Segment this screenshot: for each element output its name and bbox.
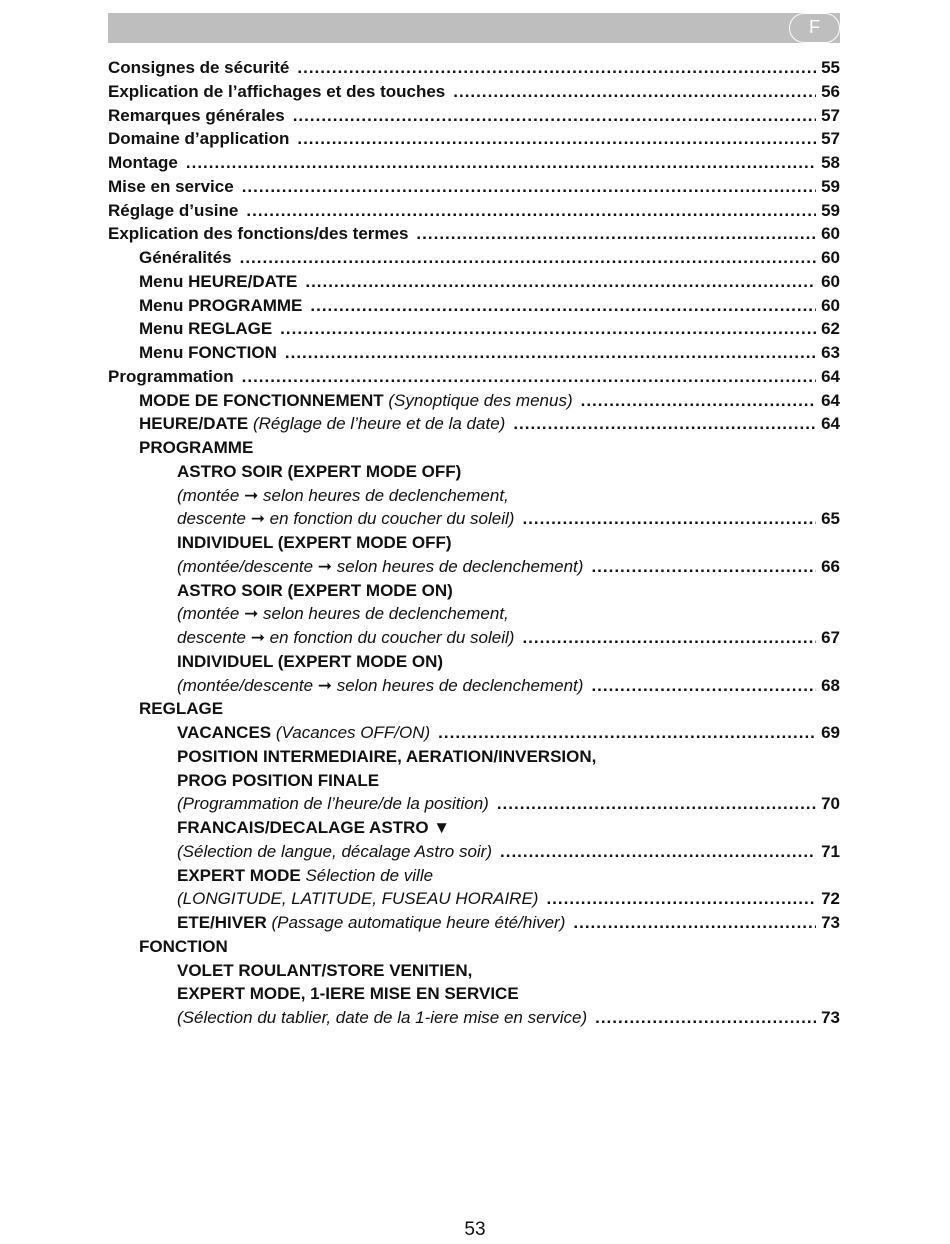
toc-entry-title: Menu PROGRAMME (139, 295, 303, 315)
dot-leader (453, 81, 816, 103)
toc-page-number: 62 (821, 319, 840, 339)
toc-entry-text (177, 722, 430, 744)
dot-leader (280, 318, 816, 340)
toc-entry-text (108, 105, 285, 127)
toc-entry-text (108, 176, 234, 198)
dot-leader (573, 912, 816, 934)
dot-leader (546, 888, 816, 910)
toc-entry-title: Montage (108, 153, 178, 172)
toc-entry (177, 627, 840, 649)
toc-entry-text (108, 366, 234, 388)
toc-entry-text (139, 342, 277, 364)
toc-entry-title: INDIVIDUEL (EXPERT MODE ON) (177, 651, 444, 671)
toc-entry (177, 865, 433, 887)
toc-entry-title: Domaine d’application (108, 129, 290, 149)
dot-leader (242, 366, 816, 388)
toc-entry (108, 366, 840, 388)
toc-page-number: 64 (821, 390, 840, 410)
toc-entry (108, 200, 840, 222)
dot-leader (293, 105, 816, 127)
language-tab: F (789, 13, 840, 43)
toc-page-number: 60 (821, 224, 840, 244)
toc-entry-text (177, 912, 565, 934)
toc-entry-note: (Vacances OFF/ON) (271, 723, 431, 742)
dot-leader (595, 1007, 816, 1029)
toc-entry-text (177, 1007, 587, 1029)
toc-entry-text (139, 413, 505, 435)
toc-page-number: 64 (821, 366, 840, 386)
toc-entry-note: (montée/descente ➞ selon heures de declenchement) (177, 675, 584, 695)
toc-entry-note: (montée/descente ➞ selon heures de declenchement) (177, 556, 584, 576)
toc-entry-note: (montée ➞ selon heures de declenchement, (177, 604, 509, 624)
toc-entry (177, 675, 840, 697)
toc-page-number: 63 (821, 343, 840, 362)
toc-entry-title: HEURE/DATE (139, 414, 249, 434)
toc-page-number: 60 (821, 295, 840, 315)
toc-entry (139, 698, 223, 720)
dot-leader (591, 675, 816, 697)
toc-page-number: 55 (821, 58, 840, 77)
toc-entry-note: (Programmation de l’heure/de la position) (177, 794, 489, 814)
toc-entry (139, 247, 840, 269)
toc-page-number: 59 (821, 176, 840, 196)
dot-leader (513, 413, 816, 435)
toc-entry (177, 746, 596, 768)
toc-entry-title: Menu FONCTION (139, 343, 277, 362)
toc-entry-title: Menu HEURE/DATE (139, 271, 298, 291)
toc-page-number: 70 (821, 794, 840, 814)
toc-entry (108, 176, 840, 198)
toc-entry-text (177, 508, 514, 530)
dot-leader (310, 295, 816, 317)
toc-entry-text (108, 128, 289, 150)
toc-page-number: 58 (821, 153, 840, 172)
toc-entry-text (139, 437, 253, 459)
toc-entry (177, 532, 452, 554)
toc-entry (108, 152, 840, 174)
toc-entry-title: PROG POSITION FINALE (177, 770, 380, 790)
toc-entry-title: INDIVIDUEL (EXPERT MODE OFF) (177, 533, 452, 552)
toc-entry-note: (Réglage de l’heure et de la date) (248, 414, 506, 434)
toc-entry-text (177, 603, 509, 625)
toc-entry-text (177, 675, 583, 697)
toc-entry-title: ETE/HIVER (177, 913, 267, 932)
toc-entry-text (177, 532, 452, 554)
dot-leader (581, 390, 816, 412)
dot-leader (186, 152, 816, 174)
toc-entry-text (177, 865, 433, 887)
toc-entry-title: FONCTION (139, 936, 228, 956)
toc-page-number: 73 (821, 1008, 840, 1027)
toc-entry-title: REGLAGE (139, 699, 224, 719)
toc-entry-text (177, 841, 492, 863)
toc-page-number: 72 (821, 889, 840, 909)
toc-entry-note: descente ➞ en fonction du coucher du soleil) (177, 628, 515, 647)
toc-page-number: 60 (821, 248, 840, 267)
toc-entry (108, 105, 840, 127)
toc-entry-title: Menu REGLAGE (139, 319, 273, 339)
toc-entry (177, 1007, 840, 1029)
toc-entry-title: Remarques générales (108, 105, 285, 125)
toc-page-number: 60 (821, 271, 840, 291)
toc-page-number: 65 (821, 509, 840, 529)
toc-entry-text (108, 81, 445, 103)
toc-entry-title: Réglage d’usine (108, 200, 239, 220)
toc-entry-text (139, 295, 302, 317)
toc-entry (108, 57, 840, 79)
toc-entry-text (177, 461, 461, 483)
toc-entry (177, 912, 840, 934)
toc-entry-title: VOLET ROULANT/STORE VENITIEN, (177, 960, 473, 980)
dot-leader (522, 627, 816, 649)
toc-entry-title: Consignes de sécurité (108, 58, 290, 77)
dot-leader (297, 128, 816, 150)
toc-entry (177, 793, 840, 815)
toc-entry-text (139, 390, 573, 412)
toc-entry-title: EXPERT MODE (177, 865, 301, 885)
toc-entry-note: (Sélection de langue, décalage Astro soir) (177, 841, 492, 861)
toc-entry-text (177, 651, 443, 673)
dot-leader (240, 247, 816, 269)
toc-entry (177, 603, 509, 625)
toc-entry (108, 223, 840, 245)
dot-leader (246, 200, 816, 222)
toc-page-number: 56 (821, 81, 840, 101)
toc-entry-text (177, 983, 519, 1005)
toc-entry (177, 841, 840, 863)
toc-entry (177, 722, 840, 744)
toc-entry-text (108, 57, 289, 79)
toc-entry (177, 580, 453, 602)
toc-entry-note: (LONGITUDE, LATITUDE, FUSEAU HORAIRE) (177, 889, 539, 909)
toc-entry-text (139, 318, 272, 340)
toc-entry-text (108, 200, 238, 222)
toc-entry-title: FRANCAIS/DECALAGE ASTRO ▼ (177, 818, 451, 837)
toc-entry-text (177, 817, 450, 839)
toc-entry-note: (montée ➞ selon heures de declenchement, (177, 485, 509, 505)
toc-entry (139, 271, 840, 293)
toc-entry-text (177, 793, 489, 815)
toc-page-number: 57 (821, 105, 840, 125)
page-number: 53 (464, 1219, 486, 1240)
toc-page-number: 68 (821, 675, 840, 695)
toc-entry-text (177, 888, 538, 910)
toc-entry-title: PROGRAMME (139, 438, 254, 457)
toc-entry-text (177, 746, 596, 768)
toc-entry (177, 556, 840, 578)
dot-leader (591, 556, 816, 578)
toc-entry-title: Explication de l’affichages et des touches (108, 81, 446, 101)
toc-entry-title: EXPERT MODE, 1-IERE MISE EN SERVICE (177, 984, 519, 1004)
toc-entry-title: Mise en service (108, 176, 234, 196)
toc-entry-title: ASTRO SOIR (EXPERT MODE ON) (177, 580, 453, 600)
toc-entry-text (177, 627, 514, 649)
dot-leader (438, 722, 816, 744)
toc-entry-title: MODE DE FONCTIONNEMENT (139, 390, 384, 410)
toc-entry-text (177, 485, 509, 507)
toc-page-number: 73 (821, 913, 840, 932)
toc-entry-note: descente ➞ en fonction du coucher du soleil) (177, 509, 515, 529)
toc-entry-title: Programmation (108, 366, 234, 386)
toc-entry-text (139, 936, 228, 958)
dot-leader (416, 223, 816, 245)
toc-page-number: 67 (821, 628, 840, 647)
toc-entry (177, 651, 443, 673)
toc-entry (139, 318, 840, 340)
toc-entry-title: Généralités (139, 248, 232, 267)
toc-entry-title: POSITION INTERMEDIAIRE, AERATION/INVERSION, (177, 746, 597, 766)
toc-page-number: 64 (821, 414, 840, 434)
toc-page-number: 69 (821, 723, 840, 742)
dot-leader (497, 793, 816, 815)
dot-leader (522, 508, 816, 530)
toc-entry-text (177, 556, 583, 578)
toc-page-number: 71 (821, 841, 840, 861)
toc-entry (177, 983, 519, 1005)
toc-entry (177, 960, 472, 982)
toc-entry (139, 437, 253, 459)
toc-entry-note: (Synoptique des menus) (383, 390, 573, 410)
toc-entry (139, 413, 840, 435)
toc-entry (139, 936, 228, 958)
dot-leader (500, 841, 816, 863)
toc-entry-text (177, 770, 379, 792)
toc-entry (177, 508, 840, 530)
toc-entry-title: ASTRO SOIR (EXPERT MODE OFF) (177, 461, 462, 481)
toc-entry (139, 390, 840, 412)
dot-leader (297, 57, 816, 79)
toc-entry-note: (Passage automatique heure été/hiver) (266, 913, 566, 932)
toc-entry (177, 888, 840, 910)
toc-entry (177, 485, 509, 507)
toc-entry (108, 128, 840, 150)
toc-page-number: 66 (821, 556, 840, 576)
toc-entry-text (177, 580, 453, 602)
toc-entry-text (108, 152, 178, 174)
toc-entry-text (139, 271, 297, 293)
dot-leader (242, 176, 816, 198)
toc-page-number: 59 (821, 200, 840, 220)
toc-entry-note: Sélection de ville (300, 865, 434, 885)
toc-entry (177, 461, 461, 483)
toc-entry-text (139, 247, 232, 269)
toc-entry (108, 81, 840, 103)
toc-entry (177, 770, 379, 792)
dot-leader (285, 342, 816, 364)
toc-entry-text (108, 223, 408, 245)
toc-entry-title: VACANCES (177, 723, 272, 742)
toc-entry-text (139, 698, 223, 720)
toc-entry (177, 817, 450, 839)
toc-entry-title: Explication des fonctions/des termes (108, 224, 409, 244)
toc-entry-text (177, 960, 472, 982)
toc-entry (139, 295, 840, 317)
toc-entry (139, 342, 840, 364)
toc-page-number: 57 (821, 129, 840, 149)
toc-entry-note: (Sélection du tablier, date de la 1-iere mise en service) (177, 1008, 588, 1027)
dot-leader (305, 271, 816, 293)
